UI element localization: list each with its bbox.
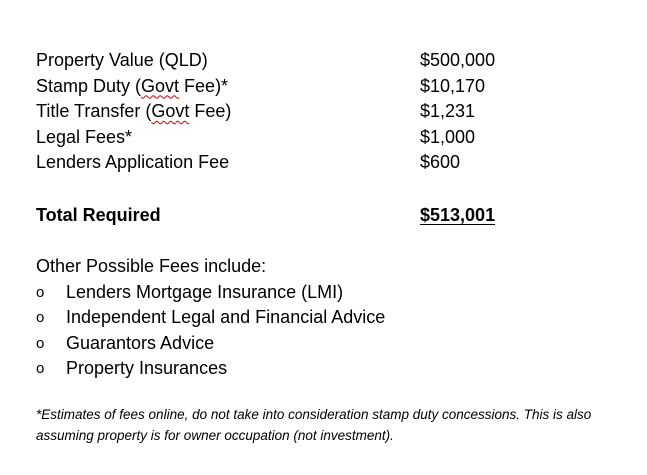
fees-table [36, 48, 516, 176]
fee-label: Title Transfer (Govt Fee) [36, 101, 232, 121]
fee-amount: $1,231 [420, 101, 476, 121]
fee-row-stamp-duty [36, 74, 516, 100]
list-item [36, 331, 596, 357]
footnote: *Estimates of fees online, do not take into consideration stamp duty concessions. This is also assuming property is for owner occupation (not investment). [36, 407, 592, 443]
fee-amount: $1,000 [420, 126, 476, 147]
hollow-bullet-icon: o [36, 309, 45, 326]
list-item [36, 356, 596, 382]
other-fees-list [36, 280, 596, 382]
hollow-bullet-icon: o [36, 283, 45, 301]
total-label: Total Required [36, 205, 161, 225]
spellcheck-flagged-word: Govt [151, 101, 190, 121]
list-item-text: Guarantors Advice [66, 332, 215, 353]
fee-label: Lenders Application Fee [36, 152, 230, 172]
hollow-bullet-icon: o [36, 360, 45, 377]
fee-label: Stamp Duty (Govt Fee)* [36, 75, 229, 96]
list-item [36, 305, 596, 331]
fee-row-title-transfer [36, 99, 516, 125]
list-item-text: Lenders Mortgage Insurance (LMI) [66, 281, 344, 302]
other-fees-heading: Other Possible Fees include: [36, 256, 267, 276]
fee-amount: $10,170 [420, 75, 486, 96]
fee-row-legal-fees [36, 125, 516, 151]
fee-amount: $600 [420, 152, 461, 172]
fee-label: Legal Fees* [36, 126, 133, 147]
total-required-row [36, 202, 516, 228]
other-fees-section [36, 254, 596, 382]
fee-row-lenders-application [36, 150, 516, 176]
fee-row-property-value [36, 48, 516, 74]
fee-amount: $500,000 [420, 50, 496, 70]
list-item [36, 280, 596, 306]
list-item-text: Independent Legal and Financial Advice [66, 307, 386, 327]
total-amount: $513,001 [420, 205, 496, 225]
fee-label: Property Value (QLD) [36, 50, 208, 70]
hollow-bullet-icon: o [36, 334, 45, 352]
list-item-text: Property Insurances [66, 358, 228, 378]
spellcheck-flagged-word: Govt [141, 75, 180, 96]
